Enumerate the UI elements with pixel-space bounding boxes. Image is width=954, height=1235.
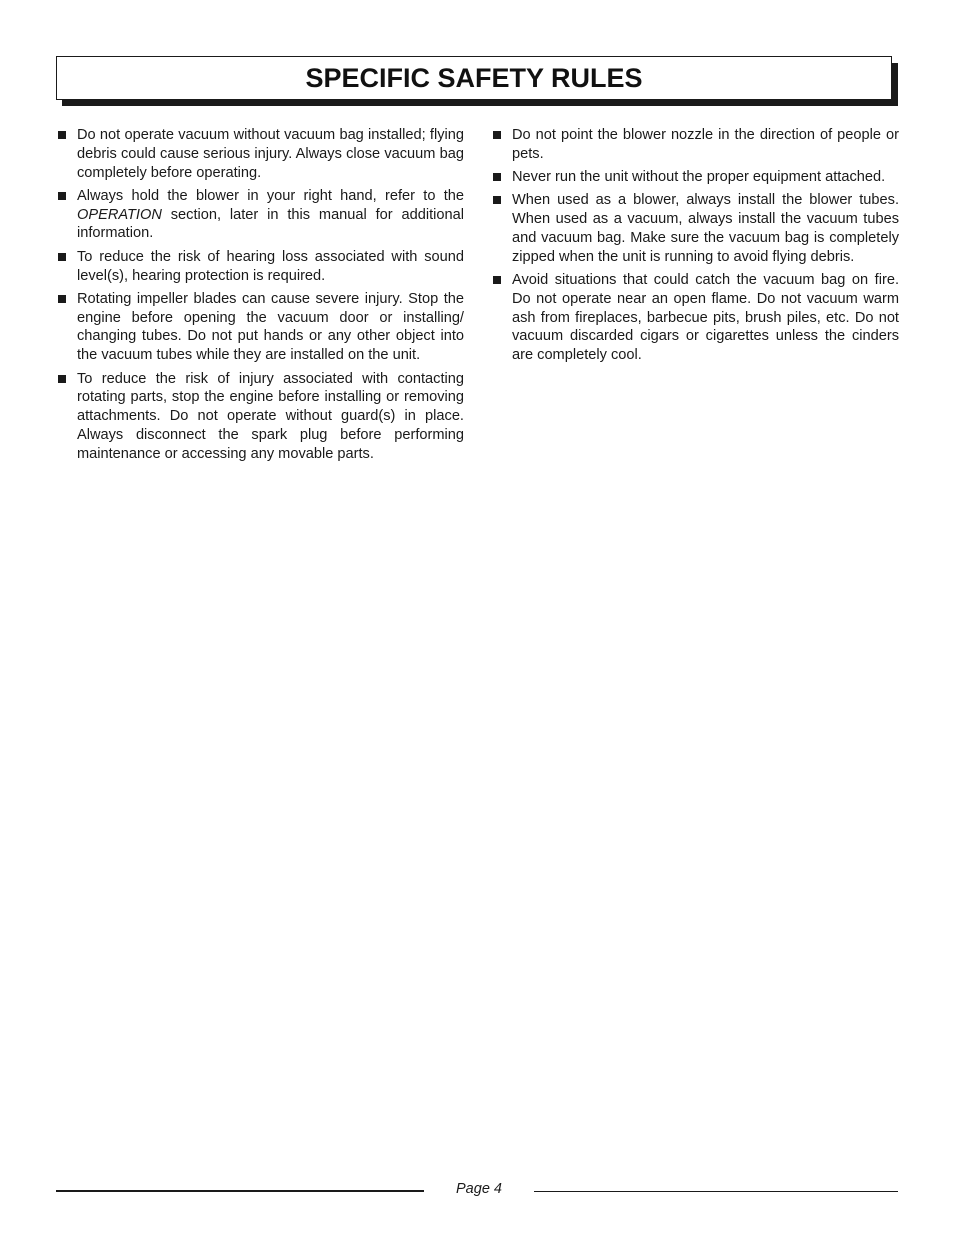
left-safety-rules-list [57,126,464,468]
list-item [57,248,464,286]
list-item [57,126,464,182]
rule-text: Do not point the blower nozzle in the direction of people or pets. [512,127,899,162]
operation-section-reference: OPERATION [77,206,162,223]
rule-text: Do not operate vacuum without vacuum bag installed; flying debris could cause serious injury. Always close vacuum bag completely before operating. [77,127,464,181]
list-item [57,370,464,464]
rule-text: To reduce the risk of injury associated with contacting rotating parts, stop the engine before installing or removing attachments. Do not operate without guard(s) in place. Always disconnect the spark plug before performing maintenance or accessing any movable parts. [77,370,464,462]
rule-text-start: Always hold the blower in your right hand, refer to the [77,187,464,204]
square-bullet-icon [58,295,66,303]
rule-text: Avoid situations that could catch the vacuum bag on fire. Do not operate near an open flame. Do not vacuum warm ash from fireplaces, barbecue pits, brush piles, etc. Do not vacuum discarded cigars or cigarettes unless the cinders are completely cool. [512,272,899,364]
page-title: SPECIFIC SAFETY RULES [305,62,643,93]
square-bullet-icon [493,131,501,139]
rule-text [77,188,464,242]
list-item [492,126,899,164]
rule-text: When used as a blower, always install the blower tubes. When used as a vacuum, always install the vacuum tubes and vacuum bag. Make sure the vacuum bag is completely zipped when the unit is running to avoid flying debris. [512,192,899,265]
square-bullet-icon [493,173,501,181]
square-bullet-icon [493,196,501,204]
square-bullet-icon [493,276,501,284]
page-number: Page 4 [456,1181,502,1197]
rule-text-end: section, later in this manual for additional information. [77,206,464,242]
list-item [57,290,464,365]
square-bullet-icon [58,253,66,261]
list-item [492,191,899,266]
footer-rule-left [56,1190,424,1192]
list-item [492,271,899,365]
square-bullet-icon [58,131,66,139]
list-item [492,168,899,187]
rule-text: Rotating impeller blades can cause severe injury. Stop the engine before opening the vacuum door or installing/ changing tubes. Do not put hands or any other object into the vacuum tubes while they are installed on the unit. [77,290,464,364]
footer-rule-right [534,1191,898,1192]
rule-text: To reduce the risk of hearing loss associated with sound level(s), hearing protection is required. [77,248,464,284]
square-bullet-icon [58,192,66,200]
rule-text: Never run the unit without the proper equipment attached. [512,169,886,186]
square-bullet-icon [58,375,66,383]
title-banner [56,56,892,100]
list-item [57,187,464,243]
right-safety-rules-list [492,126,899,370]
